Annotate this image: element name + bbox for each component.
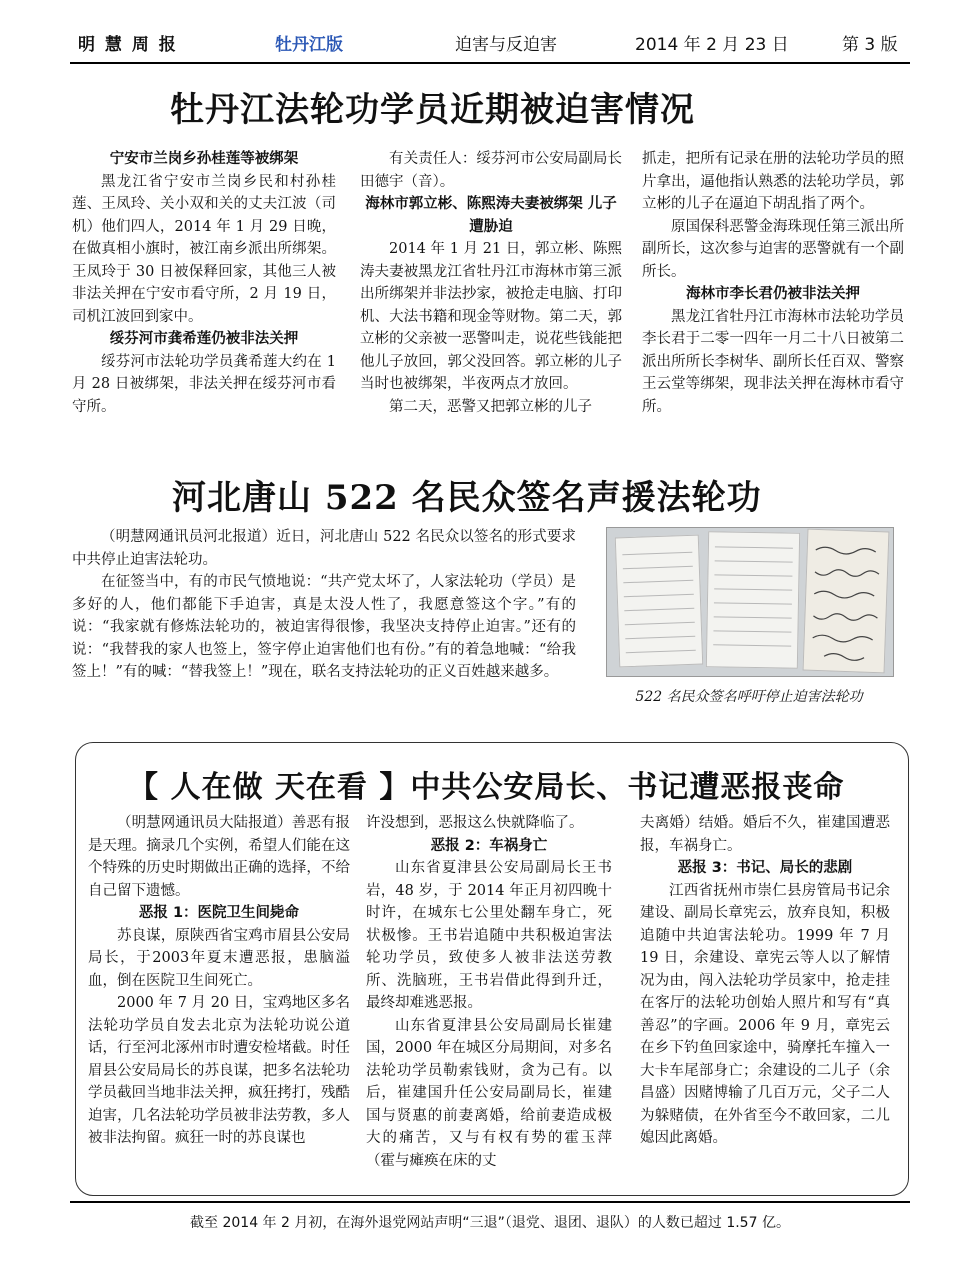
subheading: 宁安市兰岗乡孙桂莲等被绑架: [109, 151, 299, 167]
paragraph: 第二天，恶警又把郭立彬的儿子: [389, 398, 592, 415]
paragraph: 黑龙江省宁安市兰岗乡民和村孙桂莲、王凤玲、关小双和关的丈夫江波（司机）他们四人，2014 年 1 月 29 日晚，在做真相小旗时，被江南乡派出所绑架。王凤玲于 30 日被保释回家，其他三人被非法关押在宁安市看守所，2 月 19 日，司机江波回到家中。: [72, 173, 336, 325]
article2-body: [72, 526, 576, 684]
paragraph: 黑龙江省牡丹江市海林市法轮功学员李长君于二零一四年一月二十八日被第二派出所所长李树华、副所长任百双、警察王云堂等绑架，现非法关押在海林市看守所。: [642, 308, 904, 415]
paragraph: （明慧网通讯员大陆报道）善恶有报是天理。摘录几个实例，希望人们能在这个特殊的历史时期做出正确的选择，不给自己留下遗憾。: [88, 815, 350, 899]
subheading: 恶报 2：车祸身亡: [430, 837, 548, 854]
paragraph: 原国保科恶警金海珠现任第三派出所副所长，这次参与迫害的恶警就有一个副所长。: [642, 218, 904, 280]
article3-title: 【 人在做 天在看 】中共公安局长、书记遭恶报丧命: [128, 770, 845, 805]
paragraph: 绥芬河市法轮功学员龚希莲大约在 1 月 28 日被绑架，非法关押在绥芬河市看守所。: [72, 353, 336, 415]
paragraph: 山东省夏津县公安局副局长王书岩，48 岁，于 2014 年正月初四晚十时许，在城东七公里处翻车身亡，死状极惨。王书岩追随中共积极迫害法轮功学员，致使多人被非法送劳教所、洗脑班，王书岩借此得到升迁，最终却难逃恶报。: [366, 860, 612, 1011]
paragraph: （明慧网通讯员河北报道）近日，河北唐山 522 名民众以签名的形式要求中共停止迫害法轮功。: [72, 529, 576, 568]
page-number: 第 3 版: [842, 35, 898, 55]
handwriting-scribble: [804, 530, 889, 673]
paragraph: 2000 年 7 月 20 日，宝鸡地区多名法轮功学员自发去北京为法轮功说公道话，行至河北涿州市时遭安检堵截。时任眉县公安局局长的苏良谋，把多名法轮功学员截回当地非法关押，疯狂拷打，残酷迫害，几名法轮功学员被非法劳教，多人被非法拘留。疯狂一时的苏良谋也: [88, 995, 350, 1146]
paragraph: 在征签当中，有的市民气愤地说：“共产党太坏了，人家法轮功（学员）是多好的人，他们都能下手迫害，真是太没人性了，我愿意签这个字。”有的说：“我家就有修炼法轮功的，被迫害得很惨，我坚决支持停止迫害。”还有的说：“我替我的家人也签上，签字停止迫害他们也有份。”有的着急地喊：“给我签上！”有的喊：“替我签上！”现在，联名支持法轮功的正义百姓越来越多。: [72, 574, 576, 680]
article1-col3: [642, 148, 904, 418]
edition-label: 牡丹江版: [275, 35, 343, 55]
footer-rule: [70, 1201, 910, 1203]
paragraph: 苏良谋，原陕西省宝鸡市眉县公安局局长，于2003年夏末遭恶报，患脑溢血，倒在医院卫生间死亡。: [88, 927, 350, 989]
subheading: 海林市李长君仍被非法关押: [686, 286, 860, 302]
signature-sheet: [706, 531, 800, 669]
paper-name: 明 慧 周 报: [78, 35, 178, 55]
article3-col3: [640, 812, 890, 1150]
subheading: 恶报 1：医院卫生间毙命: [138, 905, 300, 921]
photo-caption: 522 名民众签名呼吁停止迫害法轮功: [635, 689, 863, 705]
page-header: [70, 34, 910, 60]
subheading: 绥芬河市龚希莲仍被非法关押: [109, 331, 299, 347]
paragraph: 2014 年 1 月 21 日，郭立彬、陈熙涛夫妻被黑龙江省牡丹江市海林市第三派出所绑架并非法抄家，被抢走电脑、打印机、大法书籍和现金等财物。第二天，郭立彬的父亲被一恶警叫走，说花些钱能把他儿子放回，郭父没回答。郭立彬的儿子当时也被绑架，半夜两点才放回。: [360, 241, 622, 392]
signatures-photo: [606, 527, 894, 677]
paragraph: 有关责任人：绥芬河市公安局副局长田德宇（音）。: [360, 151, 622, 190]
article1-col1: [72, 148, 336, 418]
article1-title: 牡丹江法轮功学员近期被迫害情况: [170, 90, 695, 130]
subheading: 海林市郭立彬、陈熙涛夫妻被绑架 儿子遭胁迫: [365, 196, 617, 235]
footer-note: 截至 2014 年 2 月初，在海外退党网站声明“三退”（退党、退团、退队）的人数已超过 1.57 亿。: [190, 1215, 790, 1231]
header-rule: [70, 62, 910, 64]
subheading: 恶报 3：书记、局长的悲剧: [677, 860, 853, 876]
handwritten-signature-sheet: [803, 529, 890, 674]
article1-col2: [360, 148, 622, 418]
paragraph: 山东省夏津县公安局副局长崔建国，2000 年在城区分局期间，对多名法轮功学员勒索钱财，贪为己有。以后，崔建国升任公安局副局长，崔建国与贤惠的前妻离婚，给前妻造成极大的痛苦，又与有权有势的霍玉萍（霍与瘫痪在床的丈: [366, 1017, 612, 1169]
article3-col2: [366, 812, 612, 1172]
article3-col1: [88, 812, 350, 1150]
issue-date: 2014 年 2 月 23 日: [635, 35, 789, 55]
signature-sheet: [615, 535, 703, 668]
paragraph: 抓走，把所有记录在册的法轮功学员的照片拿出，逼他指认熟悉的法轮功学员，郭立彬的儿子在逼迫下胡乱指了两个。: [642, 151, 904, 212]
paragraph: 夫离婚）结婚。婚后不久，崔建国遭恶报，车祸身亡。: [640, 815, 890, 854]
article2-title: 河北唐山 522 名民众签名声援法轮功: [172, 478, 762, 518]
paragraph: 许没想到，恶报这么快就降临了。: [366, 815, 584, 831]
section-label: 迫害与反迫害: [455, 35, 557, 55]
paragraph: 江西省抚州市崇仁县房管局书记余建设、副局长章宪云，放弃良知，积极追随中共迫害法轮功。1999 年 7 月 19 日，余建设、章宪云等人以了解情况为由，闯入法轮功学员家中，抢走挂在客厅的法轮功创始人照片和写有“真善忍”的字画。2006 年 9 月，章宪云在乡下钓鱼回家途中，骑摩托车撞入一大卡车尾部身亡；余建设的二儿子（余昌盛）因赌博输了几百万元，父子二人为躲赌债，在外省至今不敢回家，二儿媳因此离婚。: [640, 882, 890, 1146]
